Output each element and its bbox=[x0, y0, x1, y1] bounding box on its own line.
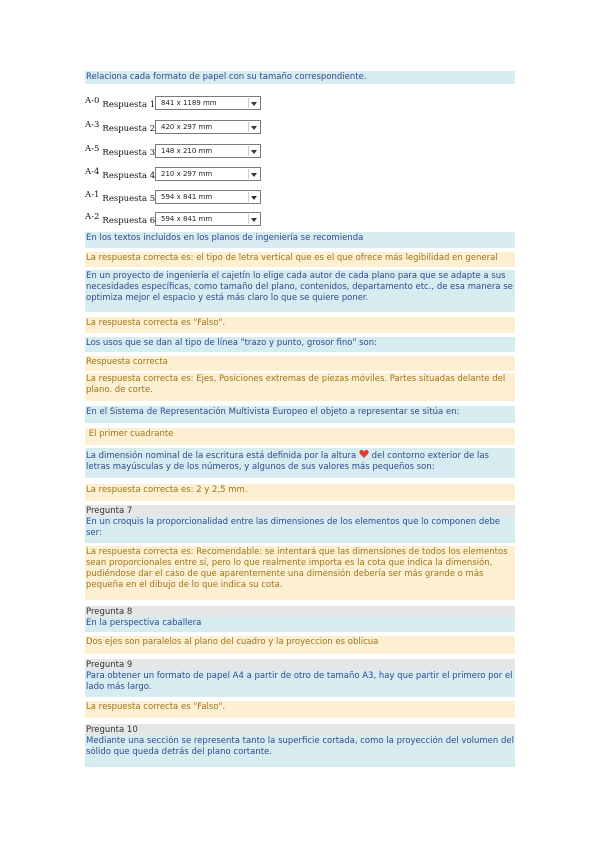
select-value: 420 x 297 mm bbox=[161, 123, 213, 131]
chevron-down-icon bbox=[248, 98, 259, 108]
answer-label: Respuesta 1 bbox=[102, 100, 156, 110]
match-row-3 bbox=[85, 144, 255, 161]
answer-label: Respuesta 4 bbox=[102, 171, 156, 181]
select-value: 841 x 1189 mm bbox=[161, 99, 217, 107]
select-value: 594 x 841 mm bbox=[161, 215, 213, 223]
question-3-text: En un proyecto de ingeniería el cajetín lo elige cada autor de cada plano para que se adapte a sus necesidades específicas, como tamaño del plano, contenidos, departamento etc., de esa manera se optimiza mejor el espacio y está más claro lo que se quiere poner. bbox=[85, 270, 515, 312]
match-row-2 bbox=[85, 120, 255, 137]
match-row-4 bbox=[85, 167, 255, 184]
match-row-6 bbox=[85, 212, 255, 229]
format-label: A-2 bbox=[85, 212, 100, 222]
question-8-answer: Dos ejes son paralelos al plano del cuadro y la proyeccion es oblicua bbox=[85, 636, 515, 654]
question-10-text: Mediante una sección se representa tanto la superficie cortada, como la proyección del volumen del sólido que queda detrás del plano cortante. bbox=[85, 735, 515, 767]
question-10-header: Pregunta 10 bbox=[85, 724, 515, 735]
answer-label: Respuesta 5 bbox=[102, 194, 156, 204]
size-select-3[interactable] bbox=[155, 144, 261, 158]
question-6-text bbox=[85, 448, 515, 478]
question-9-answer: La respuesta correcta es "Falso". bbox=[85, 701, 515, 718]
question-2-text: En los textos incluidos en los planos de ingeniería se recomienda bbox=[85, 232, 515, 248]
heart-icon bbox=[359, 449, 369, 459]
question-6-after: del contorno exterior de las letras mayúsculas y de los números, y algunos de sus valores más pequeños son: bbox=[86, 451, 489, 472]
size-select-1[interactable] bbox=[155, 96, 261, 110]
question-5-answer: El primer cuadrante bbox=[85, 428, 515, 445]
format-label: A-0 bbox=[85, 96, 100, 106]
question-4-status: Respuesta correcta bbox=[85, 356, 515, 371]
answer-label: Respuesta 3 bbox=[102, 148, 156, 158]
question-2-answer: La respuesta correcta es: el tipo de letra vertical que es el que ofrece más legibilidad en general bbox=[85, 252, 515, 267]
chevron-down-icon bbox=[248, 192, 259, 202]
question-4-answer: La respuesta correcta es: Ejes, Posiciones extremas de piezas móviles. Partes situadas delante del plano. de corte. bbox=[85, 373, 515, 401]
format-label: A-1 bbox=[85, 190, 100, 200]
format-label: A-5 bbox=[85, 144, 100, 154]
question-9-text: Para obtener un formato de papel A4 a partir de otro de tamaño A3, hay que partir el primero por el lado más largo. bbox=[85, 670, 515, 697]
question-7-text: En un croquis la proporcionalidad entre las dimensiones de los elementos que lo componen debe ser: bbox=[85, 516, 515, 543]
question-8-header: Pregunta 8 bbox=[85, 606, 515, 617]
match-row-5 bbox=[85, 190, 255, 207]
select-value: 210 x 297 mm bbox=[161, 170, 213, 178]
answer-label: Respuesta 2 bbox=[102, 124, 156, 134]
chevron-down-icon bbox=[248, 146, 259, 156]
select-value: 594 x 841 mm bbox=[161, 193, 213, 201]
question-9-header: Pregunta 9 bbox=[85, 659, 515, 670]
question-5-text: En el Sistema de Representación Multivista Europeo el objeto a representar se sitúa en: bbox=[85, 406, 515, 423]
chevron-down-icon bbox=[248, 169, 259, 179]
select-value: 148 x 210 mm bbox=[161, 147, 213, 155]
answer-label: Respuesta 6 bbox=[102, 216, 156, 226]
chevron-down-icon bbox=[248, 214, 259, 224]
format-label: A-4 bbox=[85, 167, 100, 177]
matching-instructions: Relaciona cada formato de papel con su tamaño correspondiente. bbox=[85, 71, 515, 84]
match-row-1 bbox=[85, 96, 255, 113]
chevron-down-icon bbox=[248, 122, 259, 132]
size-select-5[interactable] bbox=[155, 190, 261, 204]
size-select-4[interactable] bbox=[155, 167, 261, 181]
question-6-before: La dimensión nominal de la escritura está definida por la altura bbox=[86, 451, 357, 461]
question-3-answer: La respuesta correcta es "Falso". bbox=[85, 317, 515, 333]
question-8-text: En la perspectiva caballera bbox=[85, 617, 515, 632]
format-label: A-3 bbox=[85, 120, 100, 130]
question-4-text: Los usos que se dan al tipo de línea "trazo y punto, grosor fino" son: bbox=[85, 337, 515, 352]
question-7-header: Pregunta 7 bbox=[85, 505, 515, 516]
size-select-6[interactable] bbox=[155, 212, 261, 226]
question-7-answer: La respuesta correcta es: Recomendable: se intentará que las dimensiones de todos los elementos sean proporcionales entre sí, pero lo que realmente importa es la cota que indica la dimensión, pudiéndose dar el caso de que aparentemente una dimensión debería ser más grande o más pequeña en el dibujo de lo que indica su cota. bbox=[85, 546, 515, 600]
question-6-answer: La respuesta correcta es: 2 y 2,5 mm. bbox=[85, 484, 515, 501]
size-select-2[interactable] bbox=[155, 120, 261, 134]
